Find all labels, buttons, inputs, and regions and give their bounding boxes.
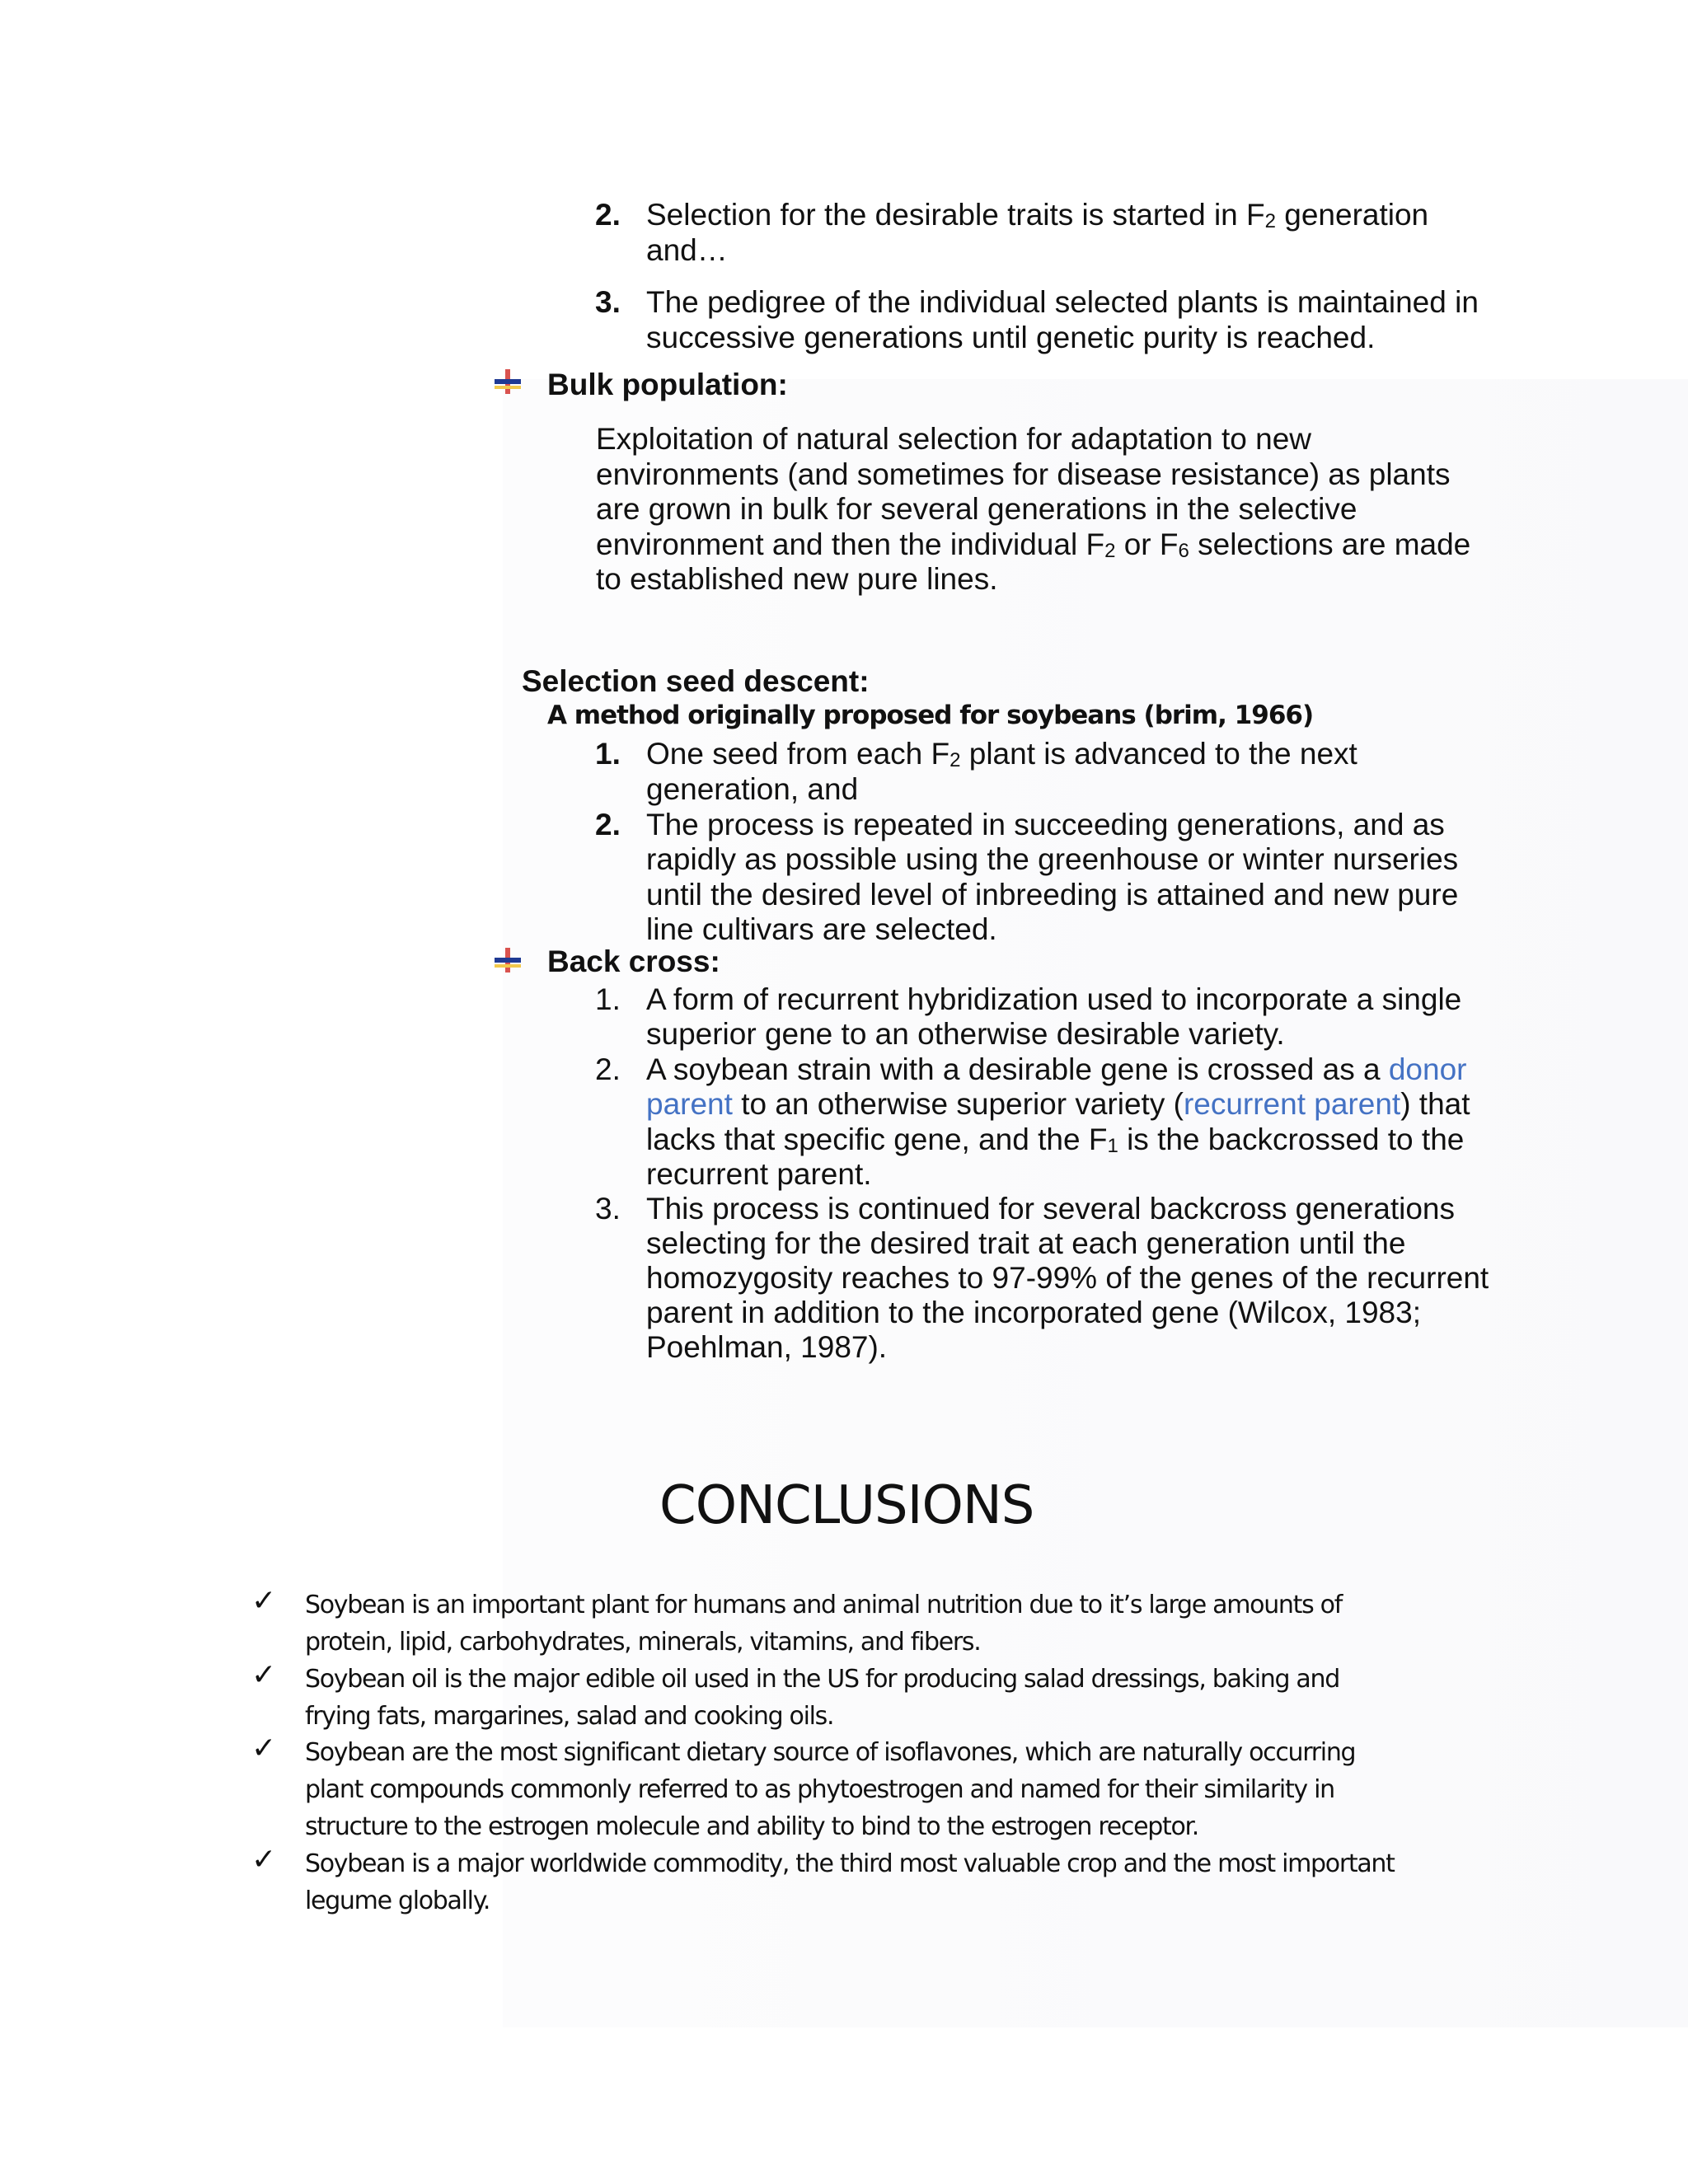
- ssd-step-2-line-2: rapidly as possible using the greenhouse or winter nurseries: [646, 842, 1459, 876]
- backcross-3-line-2: selecting for the desired trait at each generation until the: [646, 1226, 1406, 1260]
- bulk-line-5: to established new pure lines.: [596, 562, 998, 596]
- list-number: 3.: [595, 1192, 621, 1226]
- ssd-method-note: A method originally proposed for soybeans (brim, 1966): [547, 701, 1314, 730]
- list-number: 3.: [595, 285, 621, 319]
- ssd-step-1-line-1: One seed from each F2 plant is advanced to the next: [646, 737, 1357, 771]
- backcross-2-line-2: parent to an otherwise superior variety (recurrent parent) that: [646, 1087, 1470, 1121]
- check-icon: ✓: [251, 1658, 277, 1692]
- backcross-2-line-4: recurrent parent.: [646, 1157, 872, 1191]
- pedigree-step-3-line-2: successive generations until genetic purity is reached.: [646, 321, 1376, 354]
- check-icon: ✓: [251, 1584, 277, 1618]
- ssd-step-2-line-1: The process is repeated in succeeding generations, and as: [646, 808, 1445, 841]
- list-number: 2.: [595, 808, 621, 841]
- backcross-3-line-3: homozygosity reaches to 97-99% of the genes of the recurrent: [646, 1261, 1489, 1295]
- backcross-2-line-3: lacks that specific gene, and the F1 is the backcrossed to the: [646, 1122, 1465, 1157]
- donor-parent-link: parent: [646, 1087, 733, 1121]
- backcross-1-line-1: A form of recurrent hybridization used to incorporate a single: [646, 982, 1462, 1016]
- backcross-2-line-1: A soybean strain with a desirable gene is crossed as a donor: [646, 1052, 1467, 1086]
- ssd-step-2-line-3: until the desired level of inbreeding is attained and new pure: [646, 878, 1459, 912]
- bulk-line-1: Exploitation of natural selection for adaptation to new: [596, 422, 1312, 456]
- conclusion-3-line-2: plant compounds commonly referred to as phytoestrogen and named for their similarity in: [305, 1775, 1334, 1804]
- bulk-heading: Bulk population:: [547, 368, 788, 401]
- bulk-line-4: environment and then the individual F2 or F6 selections are made: [596, 527, 1471, 562]
- conclusion-2-line-2: frying fats, margarines, salad and cooking oils.: [305, 1702, 834, 1731]
- bulk-line-3: are grown in bulk for several generations in the selective: [596, 492, 1357, 526]
- list-number: 1.: [595, 982, 621, 1016]
- check-icon: ✓: [251, 1843, 277, 1877]
- conclusion-1-line-1: Soybean is an important plant for humans and animal nutrition due to it’s large amounts of: [305, 1591, 1342, 1619]
- backcross-heading: Back cross:: [547, 944, 720, 978]
- ssd-heading: Selection seed descent:: [522, 664, 870, 698]
- conclusion-2-line-1: Soybean oil is the major edible oil used in the US for producing salad dressings, baking and: [305, 1665, 1339, 1694]
- recurrent-parent-link: recurrent parent: [1183, 1087, 1401, 1121]
- pedigree-step-2-line-2: and…: [646, 233, 728, 267]
- conclusion-1-line-2: protein, lipid, carbohydrates, minerals, vitamins, and fibers.: [305, 1628, 981, 1657]
- ssd-step-2-line-4: line cultivars are selected.: [646, 912, 997, 946]
- list-number: 2.: [595, 1052, 621, 1086]
- donor-parent-link: donor: [1388, 1052, 1467, 1086]
- ssd-step-1-line-2: generation, and: [646, 772, 859, 806]
- conclusions-title: CONCLUSIONS: [659, 1475, 1034, 1536]
- backcross-3-line-1: This process is continued for several backcross generations: [646, 1192, 1455, 1226]
- conclusion-4-line-2: legume globally.: [305, 1886, 490, 1915]
- list-number: 1.: [595, 737, 621, 771]
- pedigree-step-2-line-1: Selection for the desirable traits is started in F2 generation: [646, 198, 1429, 232]
- pedigree-step-3-line-1: The pedigree of the individual selected plants is maintained in: [646, 285, 1479, 319]
- conclusion-3-line-1: Soybean are the most significant dietary source of isoflavones, which are naturally occurring: [305, 1738, 1356, 1767]
- backcross-3-line-4: parent in addition to the incorporated gene (Wilcox, 1983;: [646, 1296, 1421, 1329]
- conclusion-3-line-3: structure to the estrogen molecule and ability to bind to the estrogen receptor.: [305, 1812, 1199, 1841]
- bulk-line-2: environments (and sometimes for disease resistance) as plants: [596, 457, 1451, 491]
- conclusion-4-line-1: Soybean is a major worldwide commodity, the third most valuable crop and the most important: [305, 1849, 1395, 1878]
- plus-bullet-icon: [495, 948, 521, 972]
- plus-bullet-icon: [495, 369, 521, 394]
- backcross-1-line-2: superior gene to an otherwise desirable variety.: [646, 1017, 1285, 1051]
- check-icon: ✓: [251, 1732, 277, 1765]
- backcross-3-line-5: Poehlman, 1987).: [646, 1330, 888, 1364]
- list-number: 2.: [595, 198, 621, 232]
